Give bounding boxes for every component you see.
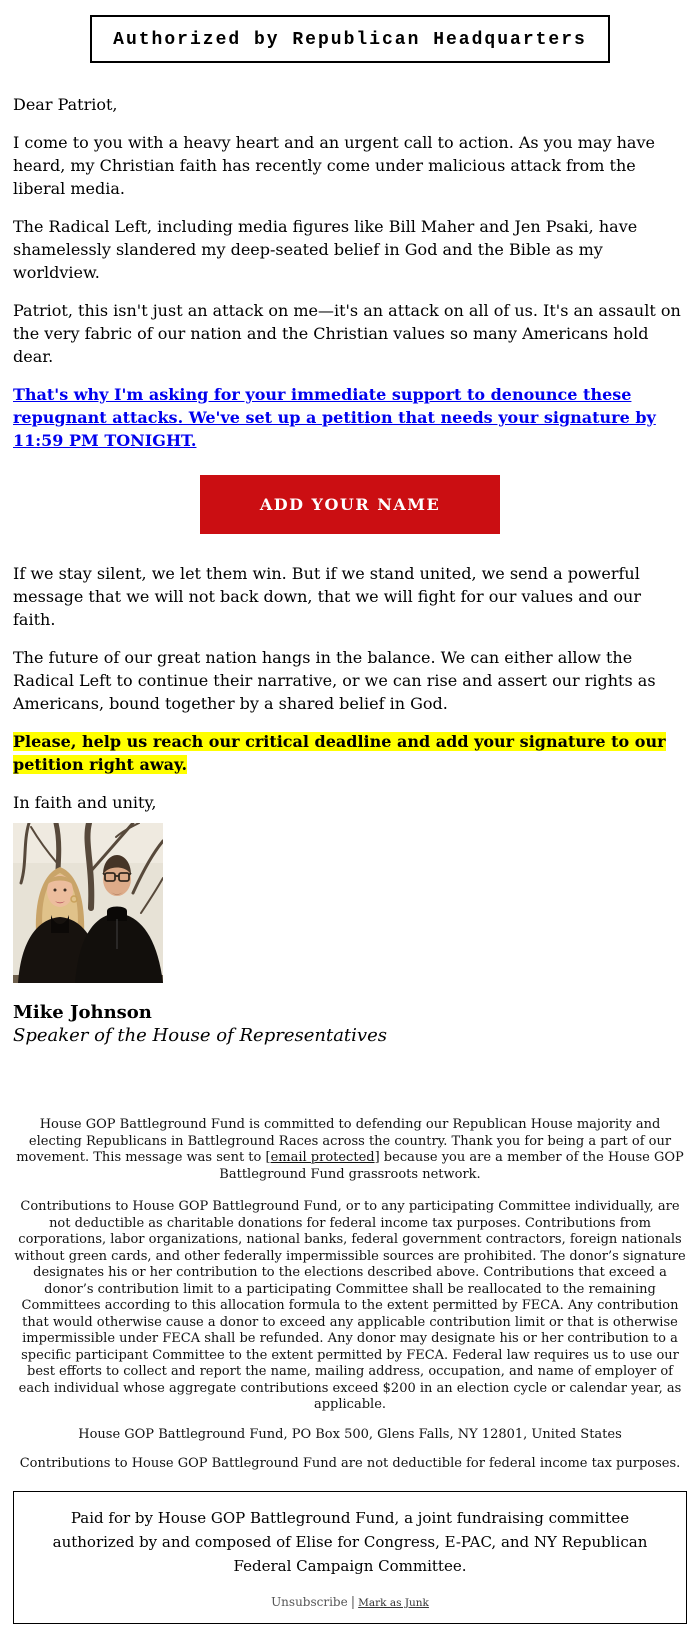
petition-link[interactable]: That's why I'm asking for your immediate support to denounce these repugnant attacks. We've set up a petition that needs your signature by 11:59 PM TONIGHT.: [13, 385, 656, 450]
footer-tax-note: Contributions to House GOP Battleground Fund are not deductible for federal income tax purposes.: [19, 1456, 681, 1471]
email-page: [0, 15, 700, 1652]
unsubscribe-link[interactable]: Unsubscribe: [271, 1594, 348, 1609]
highlight-paragraph: [13, 730, 687, 776]
urgent-link-paragraph: [13, 383, 687, 452]
footer-about-after: ] because you are a member of the House GOP Battleground Fund grassroots network.: [219, 1150, 684, 1182]
photo-illustration: [13, 823, 163, 983]
closing-line: In faith and unity,: [13, 793, 157, 812]
separator: |: [350, 1594, 356, 1610]
authorized-text: Authorized by Republican Headquarters: [113, 30, 587, 50]
email-body: [0, 15, 700, 1652]
unsubscribe-row: [32, 1594, 668, 1612]
add-your-name-button[interactable]: ADD YOUR NAME: [200, 475, 500, 534]
paragraph-attack-on-us: Patriot, this isn't just an attack on me—it's an attack on all of us. It's an assault on the very fabric of our nation and the Christian values so many Americans hold dear.: [13, 301, 681, 366]
footer-about: [13, 1117, 687, 1183]
signer-title: Speaker of the House of Representatives: [13, 1025, 387, 1046]
highlight-text: Please, help us reach our critical deadline and add your signature to our petition right away.: [13, 732, 666, 774]
footer-disclaimer: [13, 1117, 687, 1624]
salutation: Dear Patriot,: [13, 95, 118, 114]
paragraph-radical-left: The Radical Left, including media figures like Bill Maher and Jen Psaki, have shamelessly slandered my deep-seated belief in God and the Bible as my worldview.: [13, 217, 638, 282]
email-protected-link[interactable]: email protected: [270, 1150, 375, 1165]
paid-for-text: Paid for by House GOP Battleground Fund, a joint fundraising committee authorized by and composed of Elise for Congress, E-PAC, and NY Republican Federal Campaign Committee.: [52, 1508, 648, 1575]
paid-for-box: [13, 1491, 687, 1625]
footer-legal: Contributions to House GOP Battleground Fund, or to any participating Committee individually, are not deductible as charitable donations for federal income tax purposes. Contributions from corporations, labor organizations, national banks, federal government contractors, foreign nationals without green cards, and other federally impermissible sources are prohibited. The donor’s signature designates his or her contribution to the elections described above. Contributions that exceed a donor’s contribution limit to a participating Committee shall be reallocated to the remaining Committees according to this allocation formula to the extent permitted by FECA. Any contribution that would otherwise cause a donor to exceed any applicable contribution limit or that is otherwise impermissible under FECA shall be refunded. Any donor may designate his or her contribution to a specific participant Committee to the extent permitted by FECA. Federal law requires us to use our best efforts to collect and report the name, mailing address, occupation, and name of employer of each individual whose aggregate contributions exceed $200 in an election cycle or calendar year, as applicable.: [14, 1199, 686, 1412]
cta-row: [13, 475, 687, 534]
authorized-box: [90, 15, 610, 63]
paragraph-heavy-heart: I come to you with a heavy heart and an urgent call to action. As you may have heard, my Christian faith has recently come under malicious attack from the liberal media.: [13, 133, 655, 198]
footer-address: House GOP Battleground Fund, PO Box 500, Glens Falls, NY 12801, United States: [78, 1426, 622, 1442]
paragraph-stay-silent: If we stay silent, we let them win. But if we stand united, we send a powerful message that we will not back down, that we will fight for our values and our faith.: [13, 564, 641, 629]
signer-name: Mike Johnson: [13, 1002, 152, 1023]
paragraph-future-nation: The future of our great nation hangs in the balance. We can either allow the Radical Left to continue their narrative, or we can rise and assert our rights as Americans, bound together by a shared belief in God.: [13, 648, 656, 713]
mike-johnson-photo: [13, 823, 163, 983]
mark-as-junk-link[interactable]: Mark as Junk: [358, 1596, 429, 1609]
footer-about-before: House GOP Battleground Fund is committed to defending our Republican House majority and electing Republicans in Battleground Races across the country. Thank you for being a part of our movement. This message was sent to [: [16, 1117, 672, 1165]
